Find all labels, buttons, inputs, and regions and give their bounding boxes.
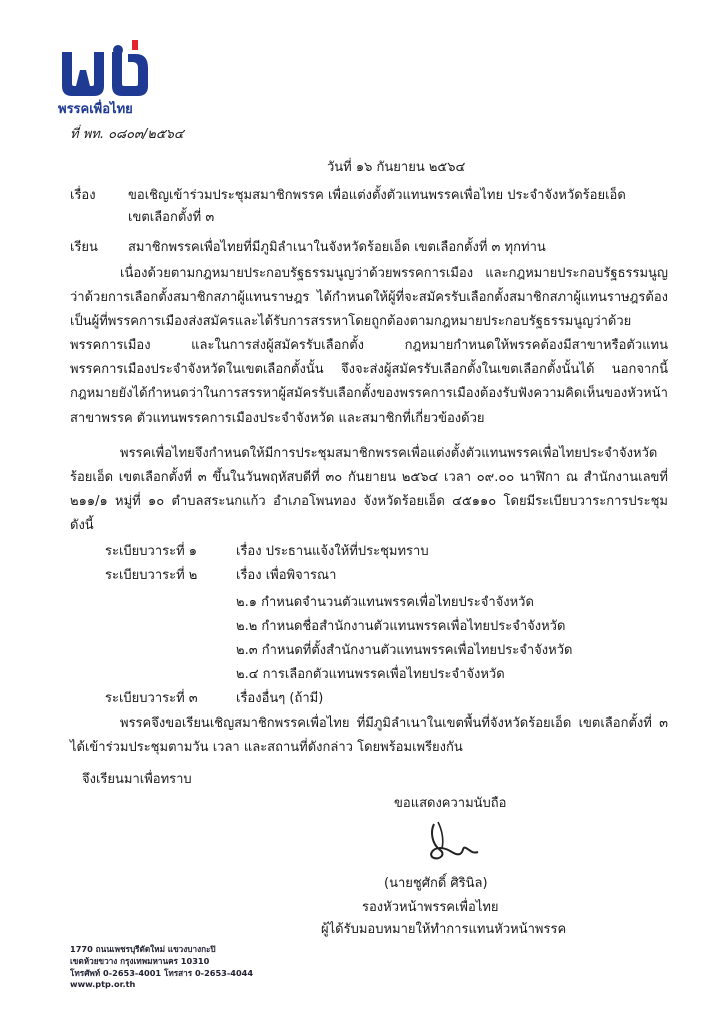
party-name-logo-text: พรรคเพื่อไทย xyxy=(58,102,133,117)
party-logo xyxy=(56,40,156,120)
footer-address xyxy=(70,944,253,991)
footer-line-1: 1770 ถนนเพชรบุรีตัดใหม่ แขวงบางกะปิ xyxy=(70,944,216,954)
salutation-label: เรียน xyxy=(70,240,98,255)
closing-regards: ขอแสดงความนับถือ xyxy=(394,796,507,811)
document-number: ที่ พท. ๐๘๐๓/๒๕๖๔ xyxy=(70,127,184,142)
agenda-item-1-label: ระเบียบวาระที่ ๑ xyxy=(105,544,198,559)
subject-line-1: ขอเชิญเข้าร่วมประชุมสมาชิกพรรค เพื่อแต่งตั้งตัวแทนพรรคเพื่อไทย ประจำจังหวัดร้อยเอ็ด xyxy=(128,188,626,203)
signatory-position-1: รองหัวหน้าพรรคเพื่อไทย xyxy=(362,900,499,915)
agenda-subitem: ๒.๓ กำหนดที่ตั้งสำนักงานตัวแทนพรรคเพื่อไทยประจำจังหวัด xyxy=(236,643,573,658)
subject-label: เรื่อง xyxy=(70,188,96,203)
signatory-position-2: ผู้ได้รับมอบหมายให้ทำการแทนหัวหน้าพรรค xyxy=(321,922,567,937)
subject-line-2: เขตเลือกตั้งที่ ๓ xyxy=(128,210,215,225)
agenda-item-2-text: เรื่อง เพื่อพิจารณา xyxy=(236,568,337,583)
salutation-text: สมาชิกพรรคเพื่อไทยที่มีภูมิลำเนาในจังหวัดร้อยเอ็ด เขตเลือกตั้งที่ ๓ ทุกท่าน xyxy=(128,240,546,255)
agenda-item-3-label: ระเบียบวาระที่ ๓ xyxy=(105,691,198,706)
signature-mark xyxy=(420,818,480,870)
party-logo-mark xyxy=(56,40,156,98)
body-paragraph-1: เนื่องด้วยตามกฎหมายประกอบรัฐธรรมนูญว่าด้วยพรรคการเมือง และกฎหมายประกอบรัฐธรรมนูญว่าด้วยการเลือกตั้งสมาชิกสภาผู้แทนราษฎร ได้กำหนดให้ผู้ที่จะสมัครรับเลือกตั้งสมาชิกสภาผู้แทนราษฎรต้องเป็นผู้ที่พรรคการเมืองส่งสมัครและได้รับการสรรหาโดยถูกต้องตามกฎหมายประกอบรัฐธรรมนูญว่าด้วยพรรคการเมือง และในการส่งผู้สมัครรับเลือกตั้ง กฎหมายกำหนดให้พรรคต้องมีสาขาหรือตัวแทนพรรคการเมืองประจำจังหวัดในเขตเลือกตั้งนั้น จึงจะส่งผู้สมัครรับเลือกตั้งในเขตเลือกตั้งนั้นได้ นอกจากนี้กฎหมายยังได้กำหนดว่าในการสรรหาผู้สมัครรับเลือกตั้งของพรรคการเมืองต้องรับฟังความคิดเห็นของหัวหน้าสาขาพรรค ตัวแทนพรรคการเมืองประจำจังหวัด และสมาชิกที่เกี่ยวข้องด้วย xyxy=(70,266,668,426)
agenda-subitem: ๒.๑ กำหนดจำนวนตัวแทนพรรคเพื่อไทยประจำจังหวัด xyxy=(236,595,534,610)
footer-line-3: โทรศัพท์ 0-2653-4001 โทรสาร 0-2653-4044 xyxy=(70,967,254,978)
footer-line-2: เขตห้วยขวาง กรุงเทพมหานคร 10310 xyxy=(70,955,210,966)
agenda-item-3-text: เรื่องอื่นๆ (ถ้ามี) xyxy=(236,691,324,706)
document-date: วันที่ ๑๖ กันยายน ๒๕๖๔ xyxy=(327,160,466,175)
footer-website: www.ptp.or.th xyxy=(70,979,136,990)
agenda-subitem: ๒.๔ การเลือกตัวแทนพรรคเพื่อไทยประจำจังหวัด xyxy=(236,667,505,682)
agenda-item-2-label: ระเบียบวาระที่ ๒ xyxy=(105,568,198,583)
closing-text: จึงเรียนมาเพื่อทราบ xyxy=(82,772,192,787)
signature xyxy=(420,818,480,874)
body-paragraph-3: พรรคจึงขอเรียนเชิญสมาชิกพรรคเพื่อไทย ที่มีภูมิลำเนาในเขตพื้นที่จังหวัดร้อยเอ็ด เขตเลือกตั้งที่ ๓ ได้เข้าร่วมประชุมตามวัน เวลา และสถานที่ดังกล่าว โดยพร้อมเพรียงกัน xyxy=(70,716,668,756)
signatory-name: (นายชูศักดิ์ ศิรินิล) xyxy=(384,876,488,891)
agenda-subitem: ๒.๒ กำหนดชื่อสำนักงานตัวแทนพรรคเพื่อไทยประจำจังหวัด xyxy=(236,619,566,634)
body-paragraph-2: พรรคเพื่อไทยจึงกำหนดให้มีการประชุมสมาชิกพรรคเพื่อแต่งตั้งตัวแทนพรรคเพื่อไทยประจำจังหวัดร้อยเอ็ด เขตเลือกตั้งที่ ๓ ขึ้นในวันพฤหัสบดีที่ ๓๐ กันยายน ๒๕๖๔ เวลา ๐๙.๐๐ นาฬิกา ณ สำนักงานเลขที่ ๒๑๑/๑ หมู่ที่ ๑๐ ตำบลสระนกแก้ว อำเภอโพนทอง จังหวัดร้อยเอ็ด ๔๕๑๑๐ โดยมีระเบียบวาระการประชุม ดังนี้ xyxy=(70,446,668,534)
agenda-item-1-text: เรื่อง ประธานแจ้งให้ที่ประชุมทราบ xyxy=(236,544,429,559)
